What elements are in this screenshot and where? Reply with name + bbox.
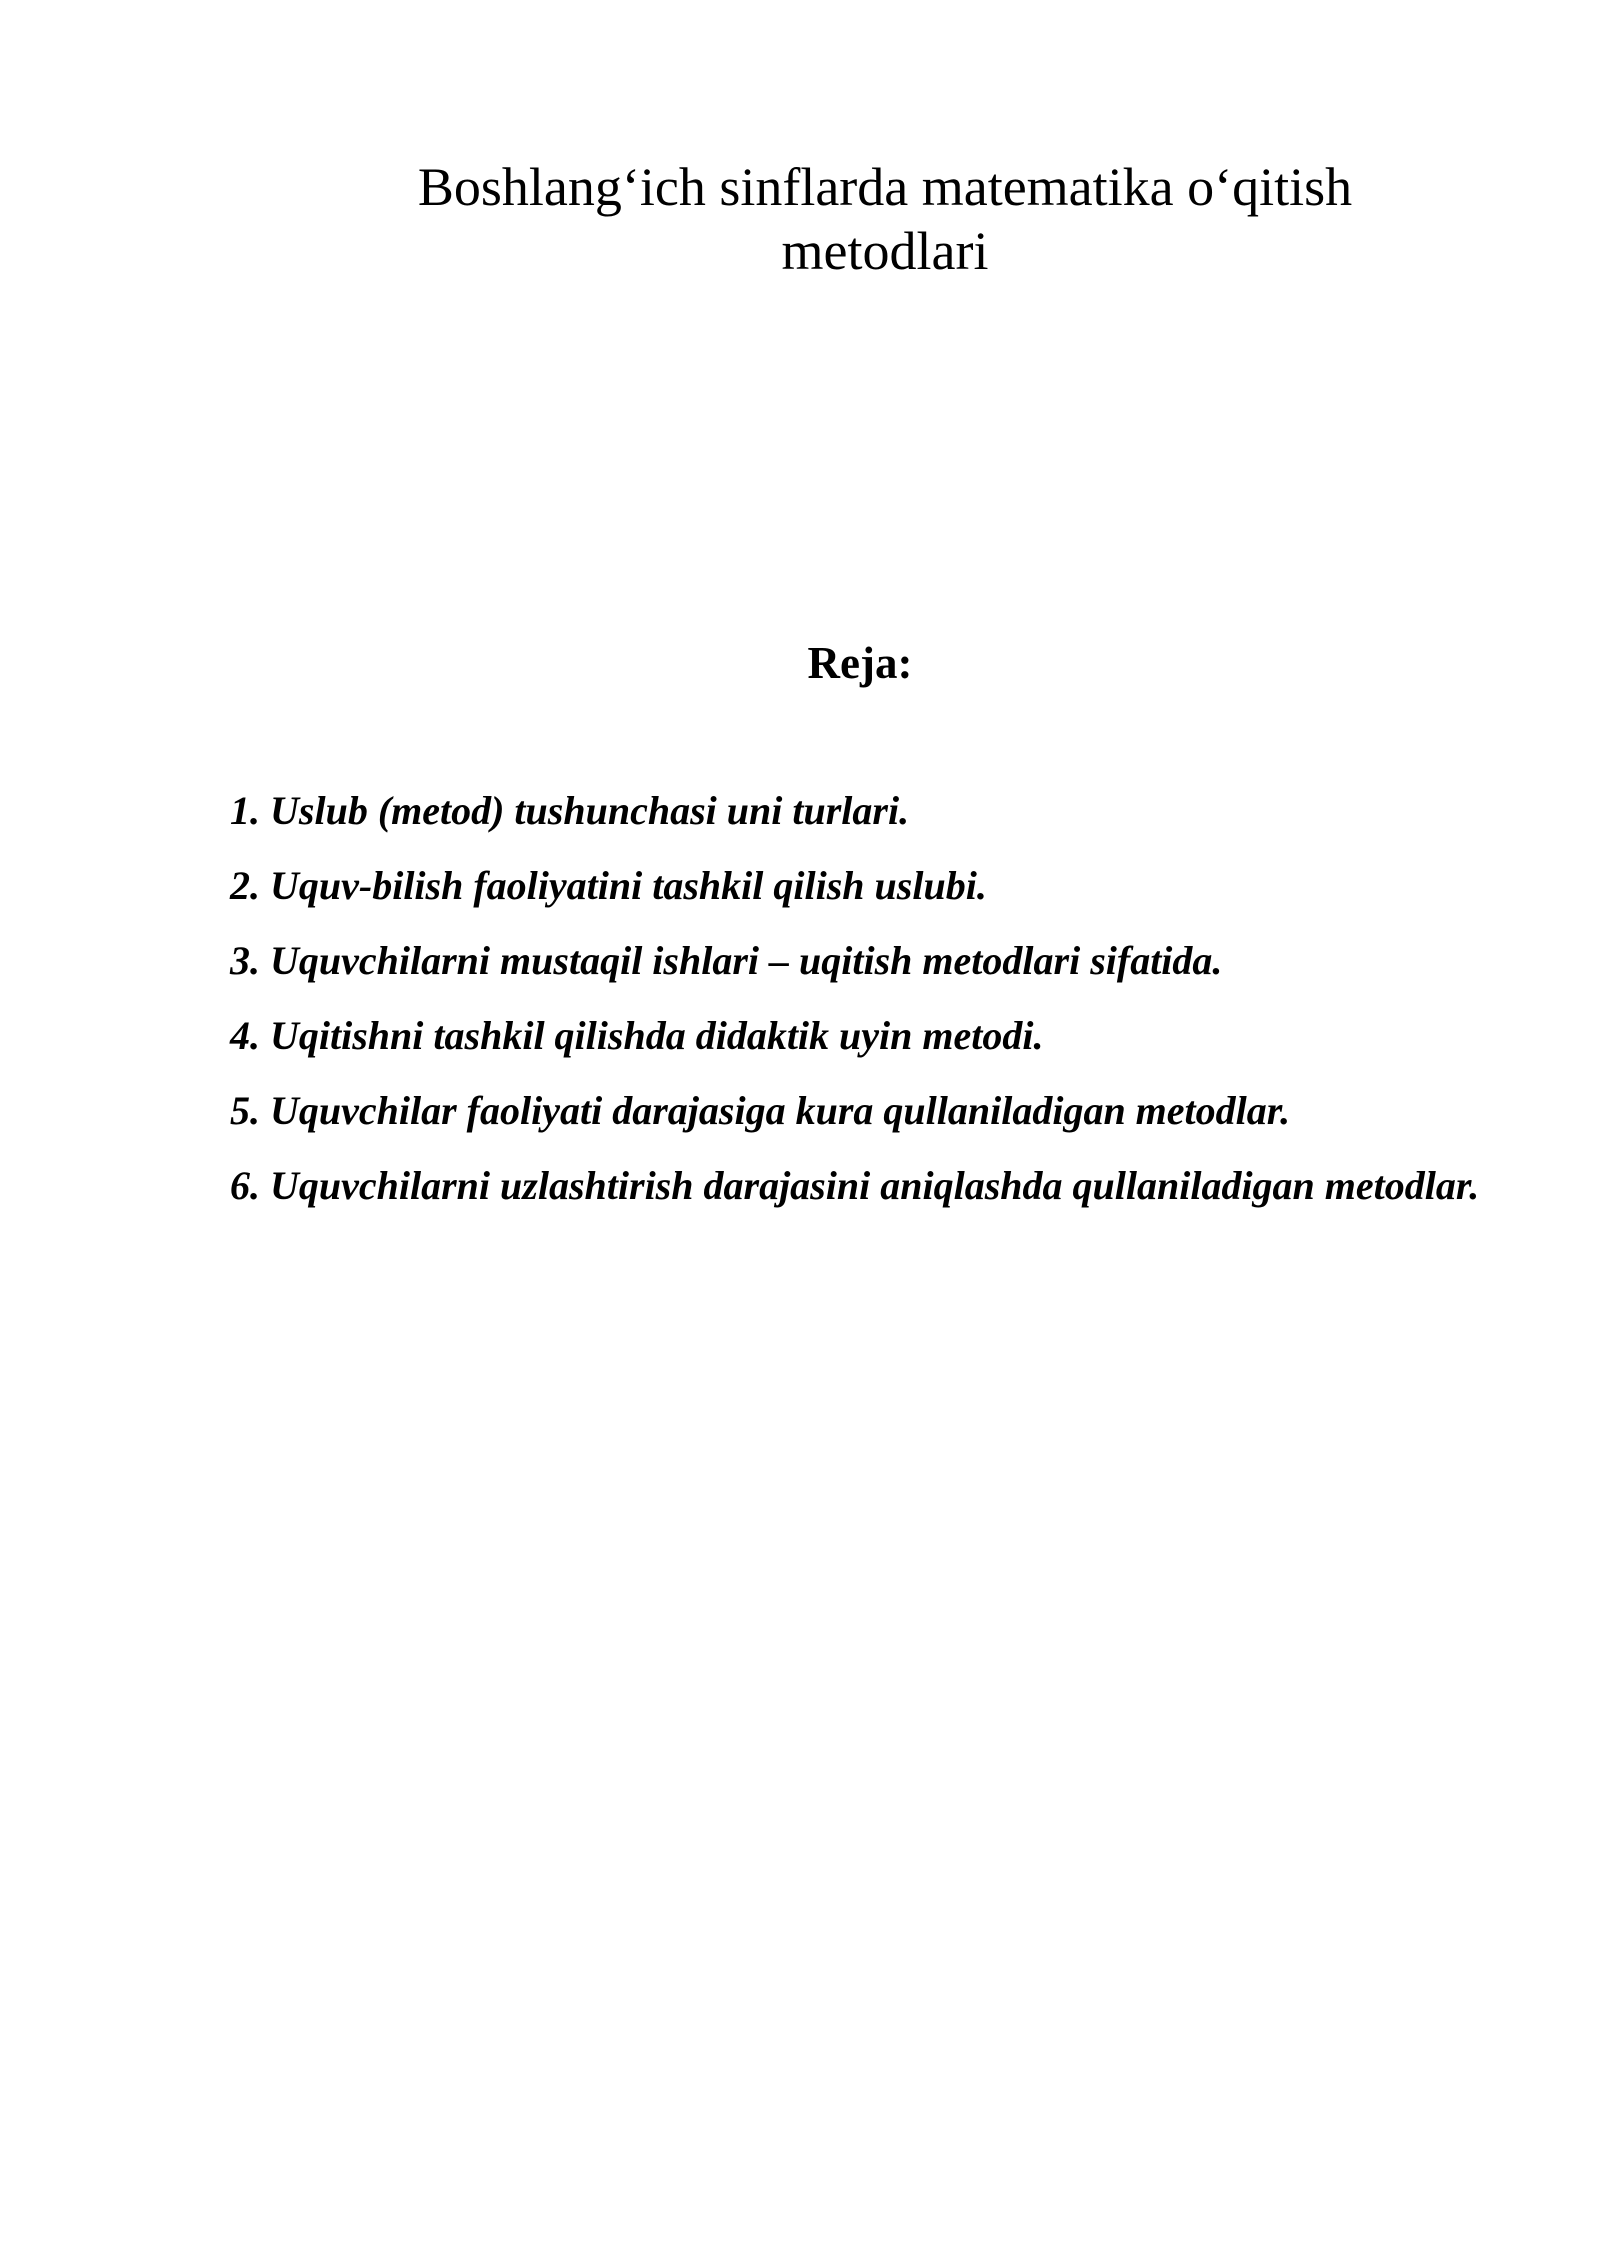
plan-heading: Reja: xyxy=(807,638,913,688)
plan-item-2: 2. Uquv-bilish faoliyatini tashkil qilish uslubi. xyxy=(230,863,987,908)
document-title xyxy=(230,155,1540,283)
plan-list xyxy=(230,773,1490,1223)
plan-item-1: 1. Uslub (metod) tushunchasi uni turlari. xyxy=(230,788,910,833)
plan-item-6: 6. Uquvchilarni uzlashtirish darajasini aniqlashda qullaniladigan metodlar. xyxy=(230,1163,1480,1208)
plan-item-4: 4. Uqitishni tashkil qilishda didaktik uyin metodi. xyxy=(230,1013,1044,1058)
plan-item-3: 3. Uquvchilarni mustaqil ishlari – uqitish metodlari sifatida. xyxy=(230,938,1223,983)
title-line-2: metodlari xyxy=(781,221,989,281)
title-line-1: Boshlang‘ich sinflarda matematika o‘qitish xyxy=(417,157,1353,217)
plan-item-5: 5. Uquvchilar faoliyati darajasiga kura qullaniladigan metodlar. xyxy=(230,1088,1291,1133)
